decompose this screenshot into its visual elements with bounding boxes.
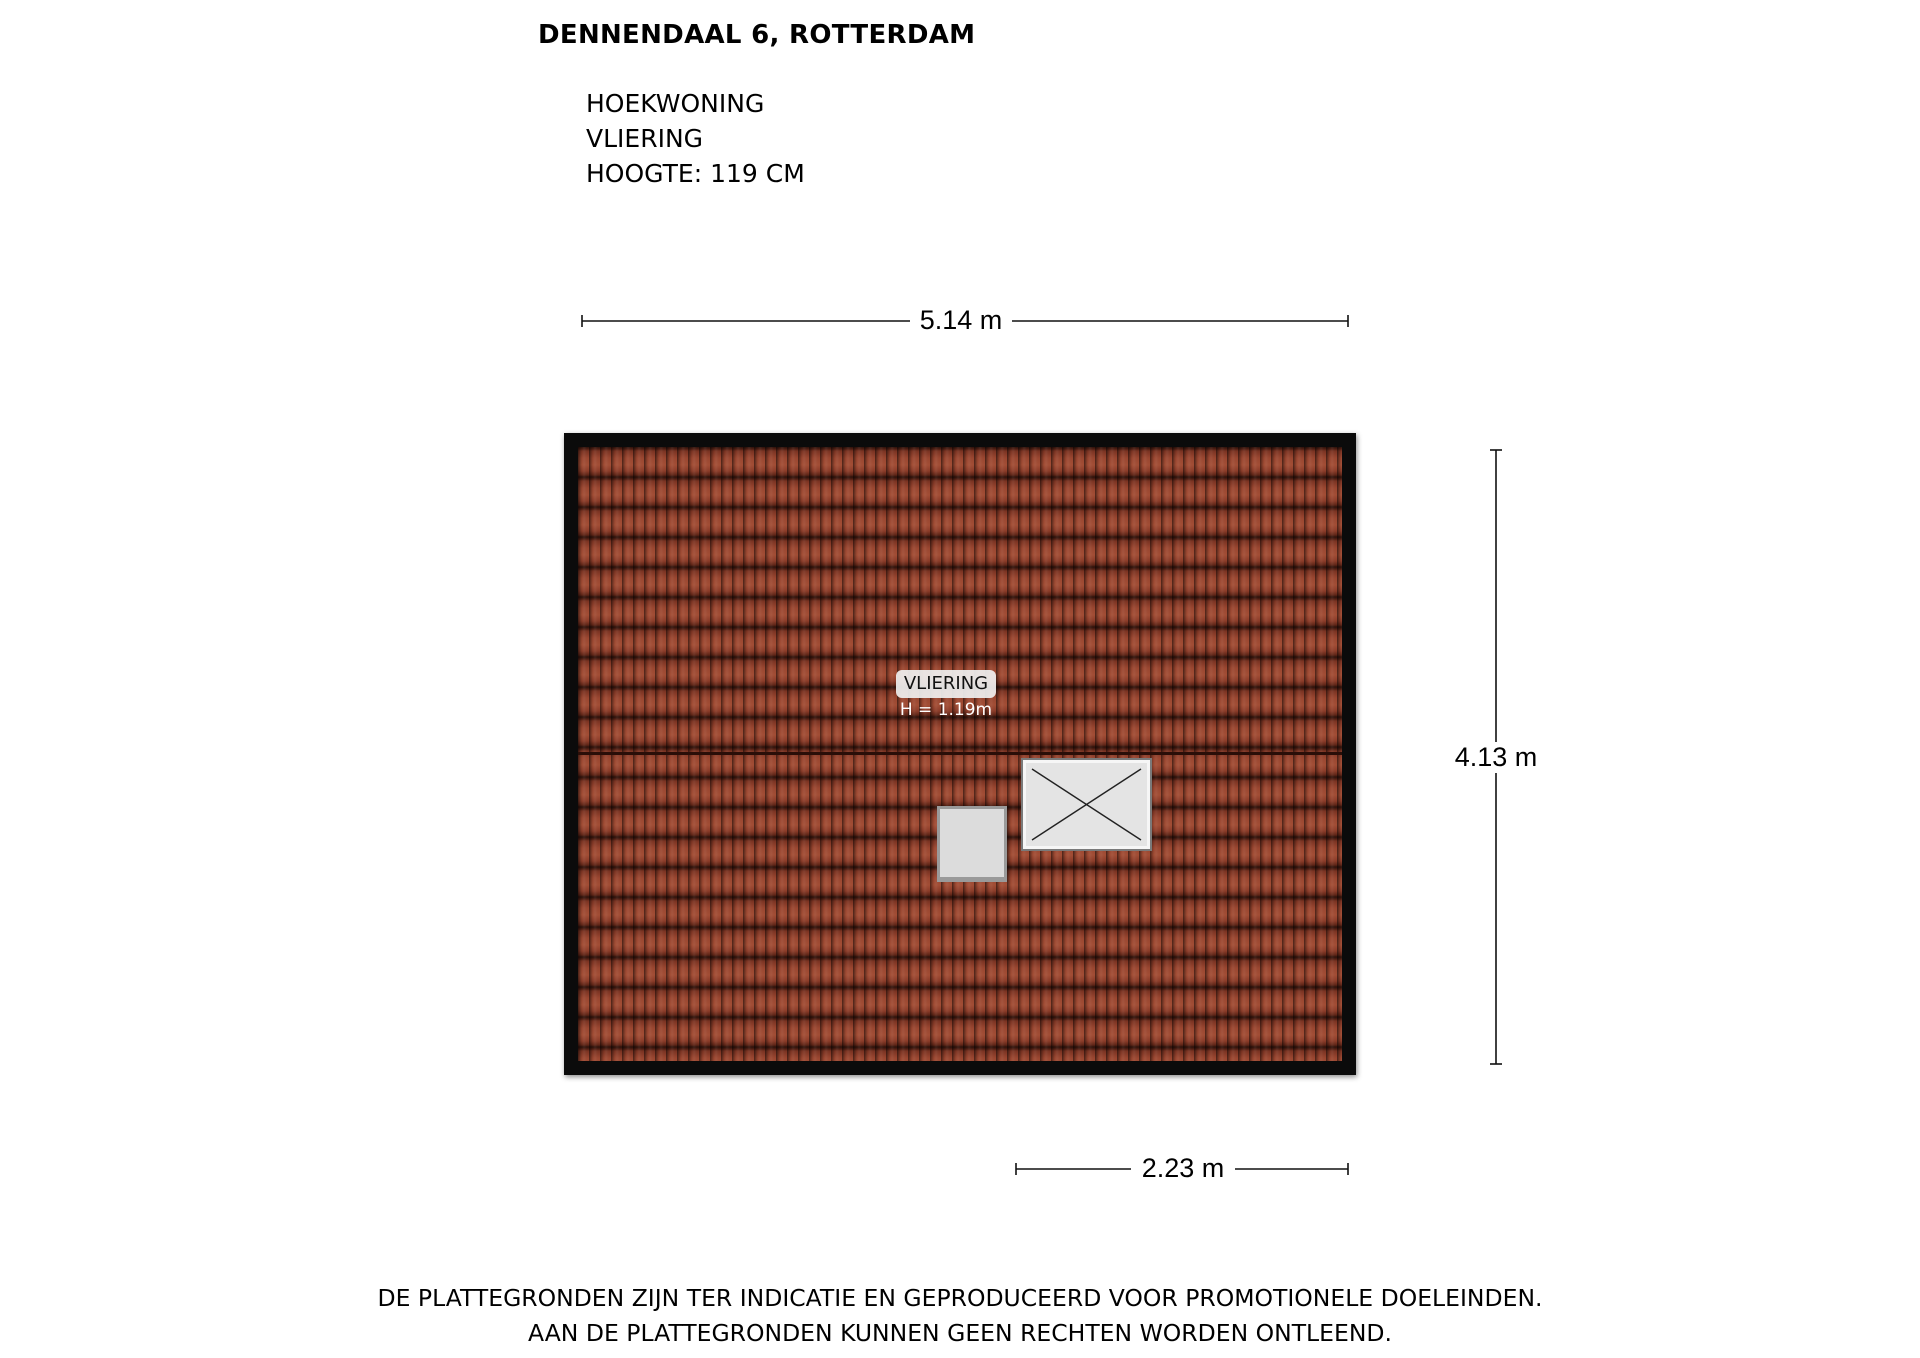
roof-ridge-line <box>578 752 1342 755</box>
info-line-floor: VLIERING <box>586 124 704 153</box>
chimney-block <box>937 806 1007 882</box>
info-line-height: HOOGTE: 119 CM <box>586 159 805 188</box>
roof-window <box>1023 760 1150 849</box>
disclaimer-line-2: AAN DE PLATTEGRONDEN KUNNEN GEEN RECHTEN WORDEN ONTLEEND. <box>528 1319 1392 1347</box>
dimension-width-bottom: 2.23 m <box>1131 1153 1235 1184</box>
room-height-label: H = 1.19m <box>899 700 993 720</box>
dimension-width-top: 5.14 m <box>910 305 1012 336</box>
roof-window-cross-icon <box>1026 763 1147 846</box>
info-line-type: HOEKWONING <box>586 89 765 118</box>
disclaimer-line-1: DE PLATTEGRONDEN ZIJN TER INDICATIE EN GEPRODUCEERD VOOR PROMOTIONELE DOELEINDEN. <box>377 1284 1543 1312</box>
address-title: DENNENDAAL 6, ROTTERDAM <box>538 20 976 50</box>
dimension-height-right: 4.13 m <box>1446 742 1546 773</box>
room-label: VLIERING <box>896 670 996 698</box>
